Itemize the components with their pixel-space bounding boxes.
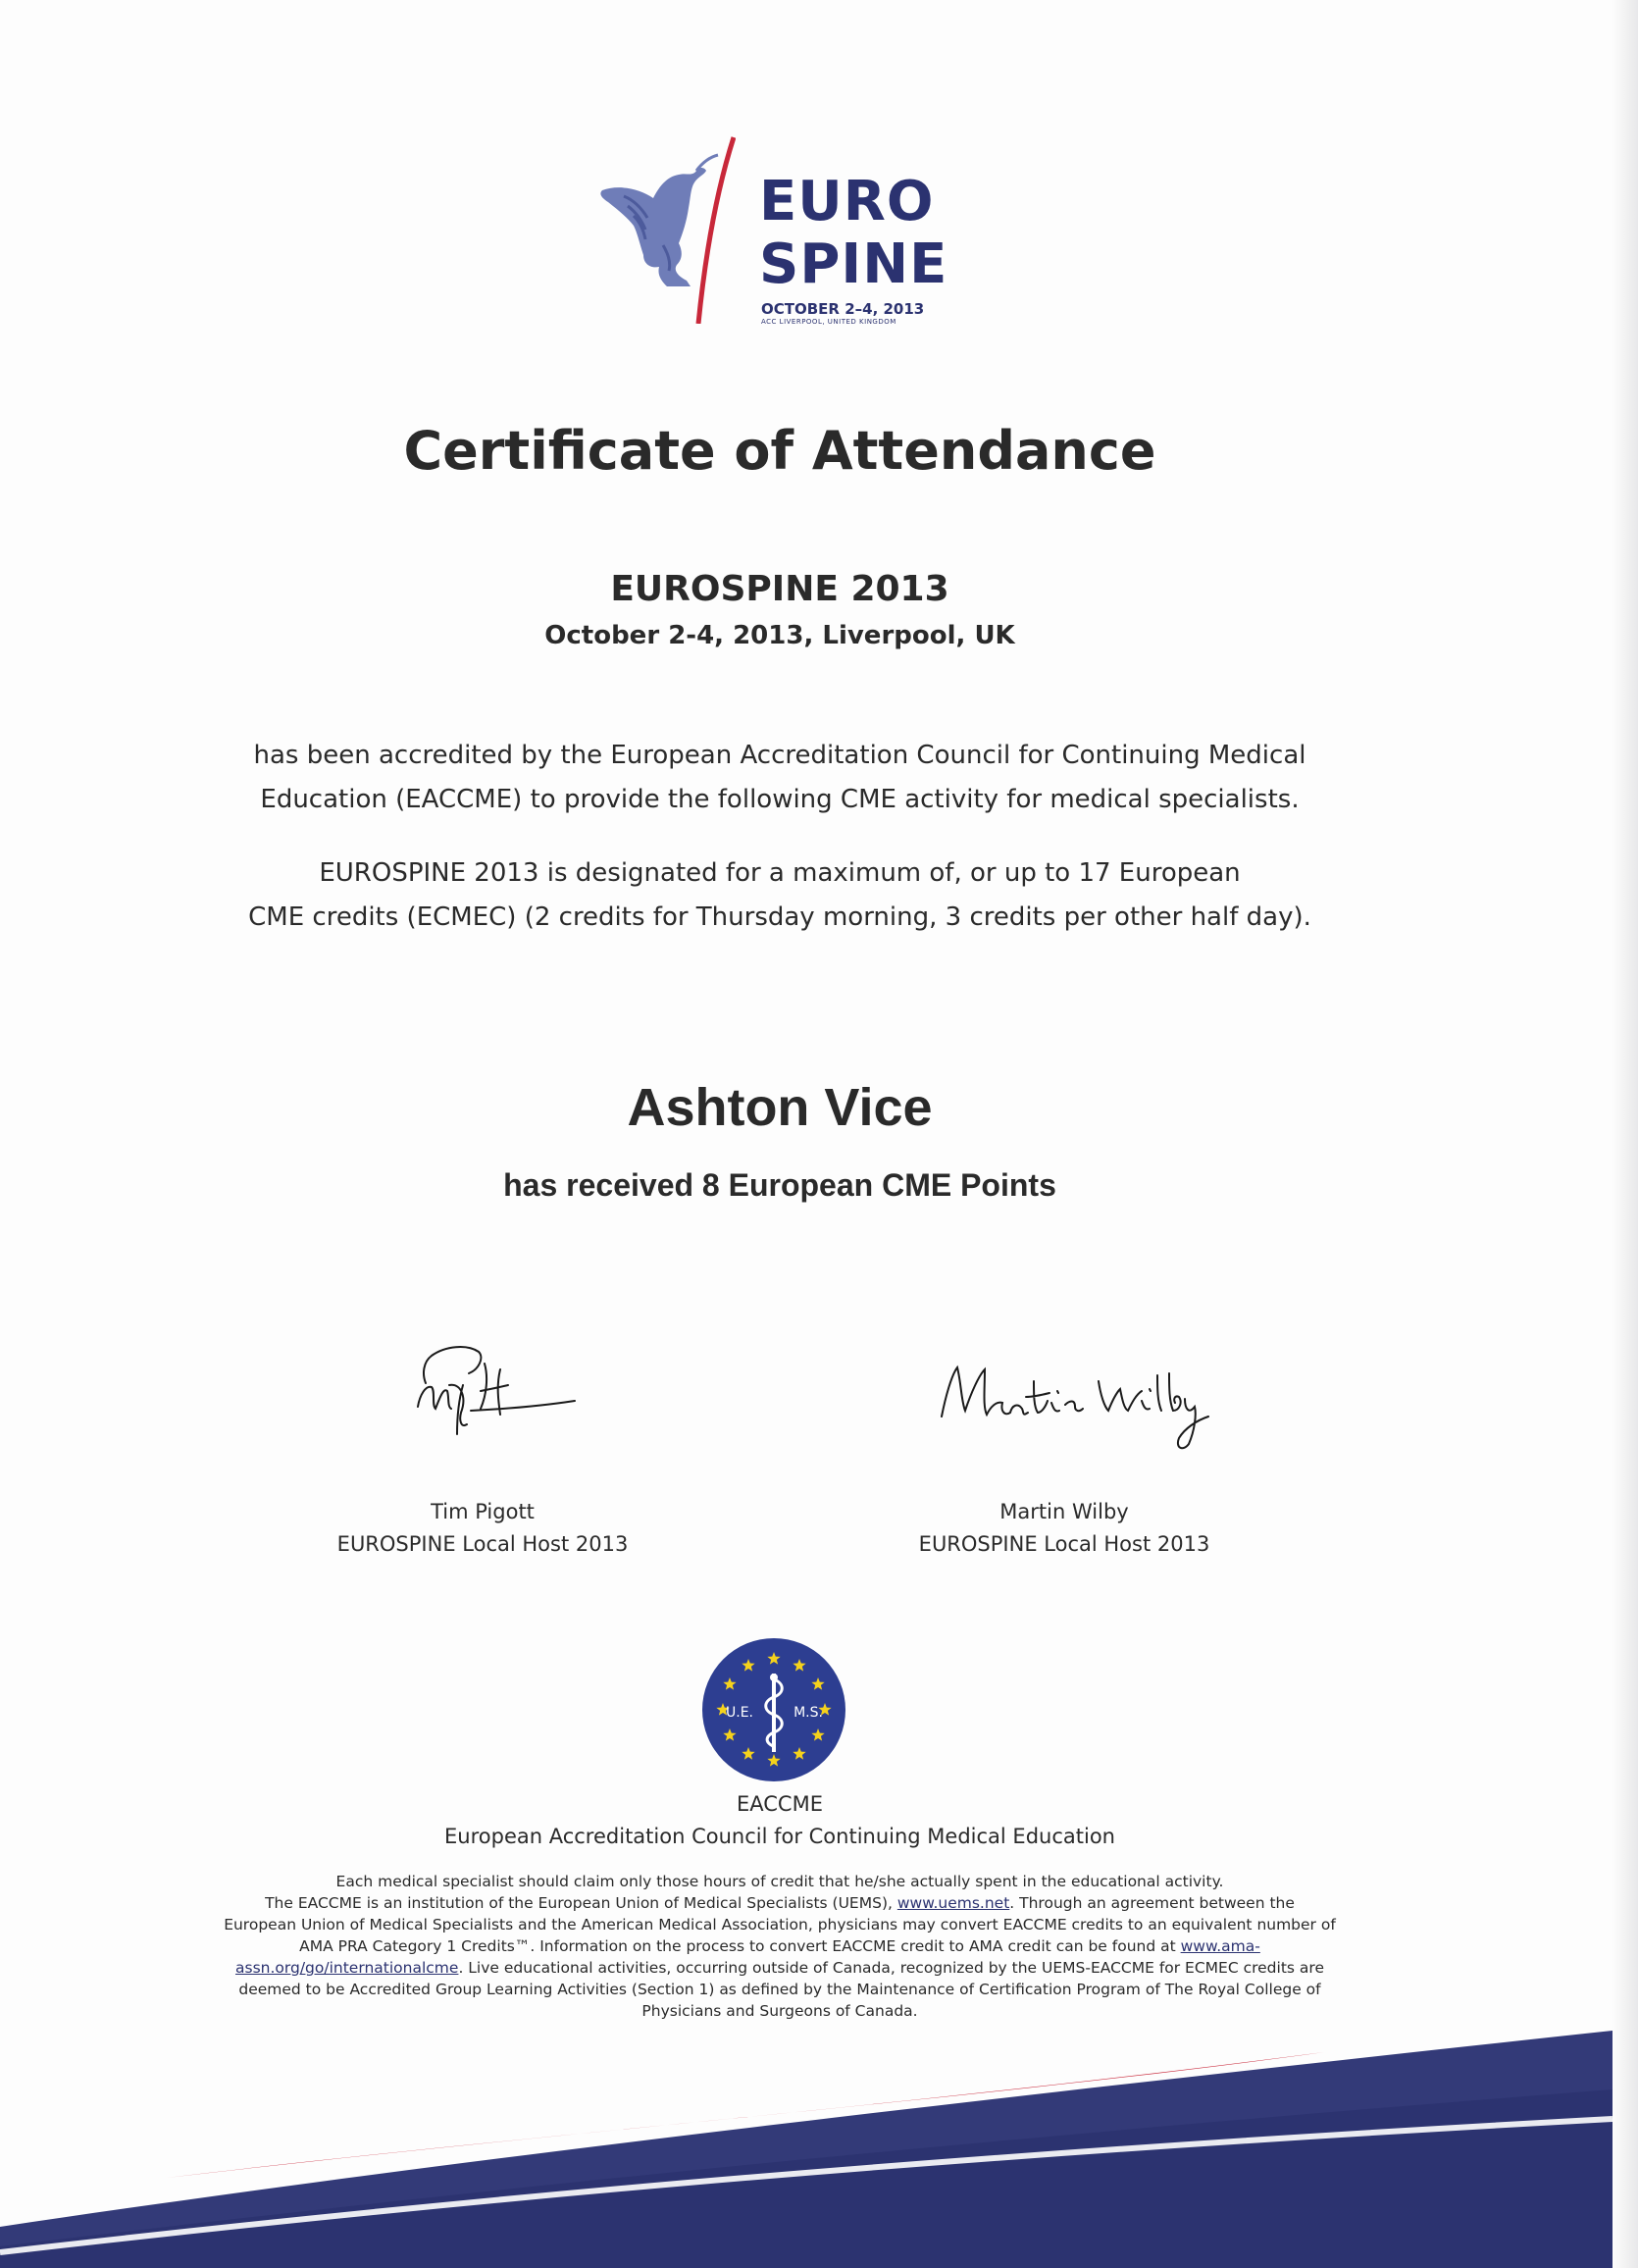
- logo-dates: OCTOBER 2–4, 2013: [761, 300, 925, 318]
- credits-line: CME credits (ECMEC) (2 credits for Thursday morning, 3 credits per other half day).: [248, 902, 1311, 932]
- fineprint-line: deemed to be Accredited Group Learning Activities (Section 1) as defined by the Maintenance of Certification Program of The Royal College of: [238, 1981, 1321, 1998]
- signatory-role: EUROSPINE Local Host 2013: [918, 1532, 1210, 1556]
- signatory-name: Martin Wilby: [999, 1500, 1129, 1523]
- points-statement: has received 8 European CME Points: [503, 1167, 1056, 1203]
- signature-tim-pigott: [402, 1326, 589, 1444]
- fineprint-text: . Through an agreement between the: [1009, 1894, 1295, 1912]
- eaccme-full-name: European Accreditation Council for Continuing Medical Education: [444, 1825, 1115, 1848]
- fineprint-line: [132, 1892, 1427, 1914]
- fineprint-line: European Union of Medical Specialists and the American Medical Association, physicians may convert EACCME credits to an equivalent number of: [224, 1916, 1336, 1933]
- credits-line: EUROSPINE 2013 is designated for a maximum of, or up to 17 European: [319, 858, 1241, 888]
- signatory-tim-pigott: [277, 1496, 689, 1561]
- event-name: EUROSPINE 2013: [610, 569, 949, 609]
- accreditation-line: Education (EACCME) to provide the following CME activity for medical specialists.: [260, 785, 1300, 814]
- accreditation-paragraph: [0, 734, 1560, 822]
- fineprint-text: AMA PRA Category 1 Credits™. Information on the process to convert EACCME credit to AMA credit can be found at: [299, 1937, 1181, 1955]
- logo-spine-text: SPINE: [759, 232, 948, 296]
- ama-link-continued[interactable]: assn.org/go/internationalcme: [235, 1959, 459, 1977]
- signatory-name: Tim Pigott: [431, 1500, 535, 1523]
- signatory-martin-wilby: [858, 1496, 1270, 1561]
- logo-venue: ACC LIVERPOOL, UNITED KINGDOM: [761, 318, 896, 326]
- eaccme-block: [0, 1788, 1560, 1853]
- logo-euro-text: EURO: [759, 170, 935, 233]
- recipient-name: Ashton Vice: [627, 1078, 933, 1137]
- fineprint-text: . Live educational activities, occurring outside of Canada, recognized by the UEMS-EACCME for ECMEC credits are: [458, 1959, 1324, 1977]
- fineprint: [132, 1871, 1427, 2022]
- signatory-role: EUROSPINE Local Host 2013: [336, 1532, 629, 1556]
- bottom-swoosh-decoration: [0, 2021, 1612, 2268]
- eurospine-logo: [589, 128, 948, 334]
- liver-bird-icon: [589, 128, 736, 324]
- fineprint-line: [132, 1957, 1427, 1979]
- ama-link[interactable]: www.ama-: [1180, 1937, 1260, 1955]
- uems-link[interactable]: www.uems.net: [896, 1894, 1010, 1912]
- scan-edge-shadow: [1612, 0, 1638, 2268]
- emblem-left-text: U.E.: [726, 1705, 753, 1721]
- signature-martin-wilby: [932, 1342, 1216, 1460]
- uems-emblem: [700, 1636, 847, 1783]
- fineprint-line: Physicians and Surgeons of Canada.: [641, 2002, 918, 2020]
- emblem-right-text: M.S.: [793, 1705, 823, 1721]
- event-date: October 2-4, 2013, Liverpool, UK: [544, 621, 1015, 650]
- fineprint-text: The EACCME is an institution of the European Union of Medical Specialists (UEMS),: [265, 1894, 897, 1912]
- accreditation-line: has been accredited by the European Accreditation Council for Continuing Medical: [253, 741, 1306, 770]
- fineprint-line: Each medical specialist should claim only those hours of credit that he/she actually spent in the educational activity.: [335, 1873, 1224, 1890]
- fineprint-line: [132, 1935, 1427, 1957]
- certificate-title: Certificate of Attendance: [403, 420, 1156, 482]
- eaccme-acronym: EACCME: [737, 1792, 823, 1816]
- credits-paragraph: [0, 851, 1560, 940]
